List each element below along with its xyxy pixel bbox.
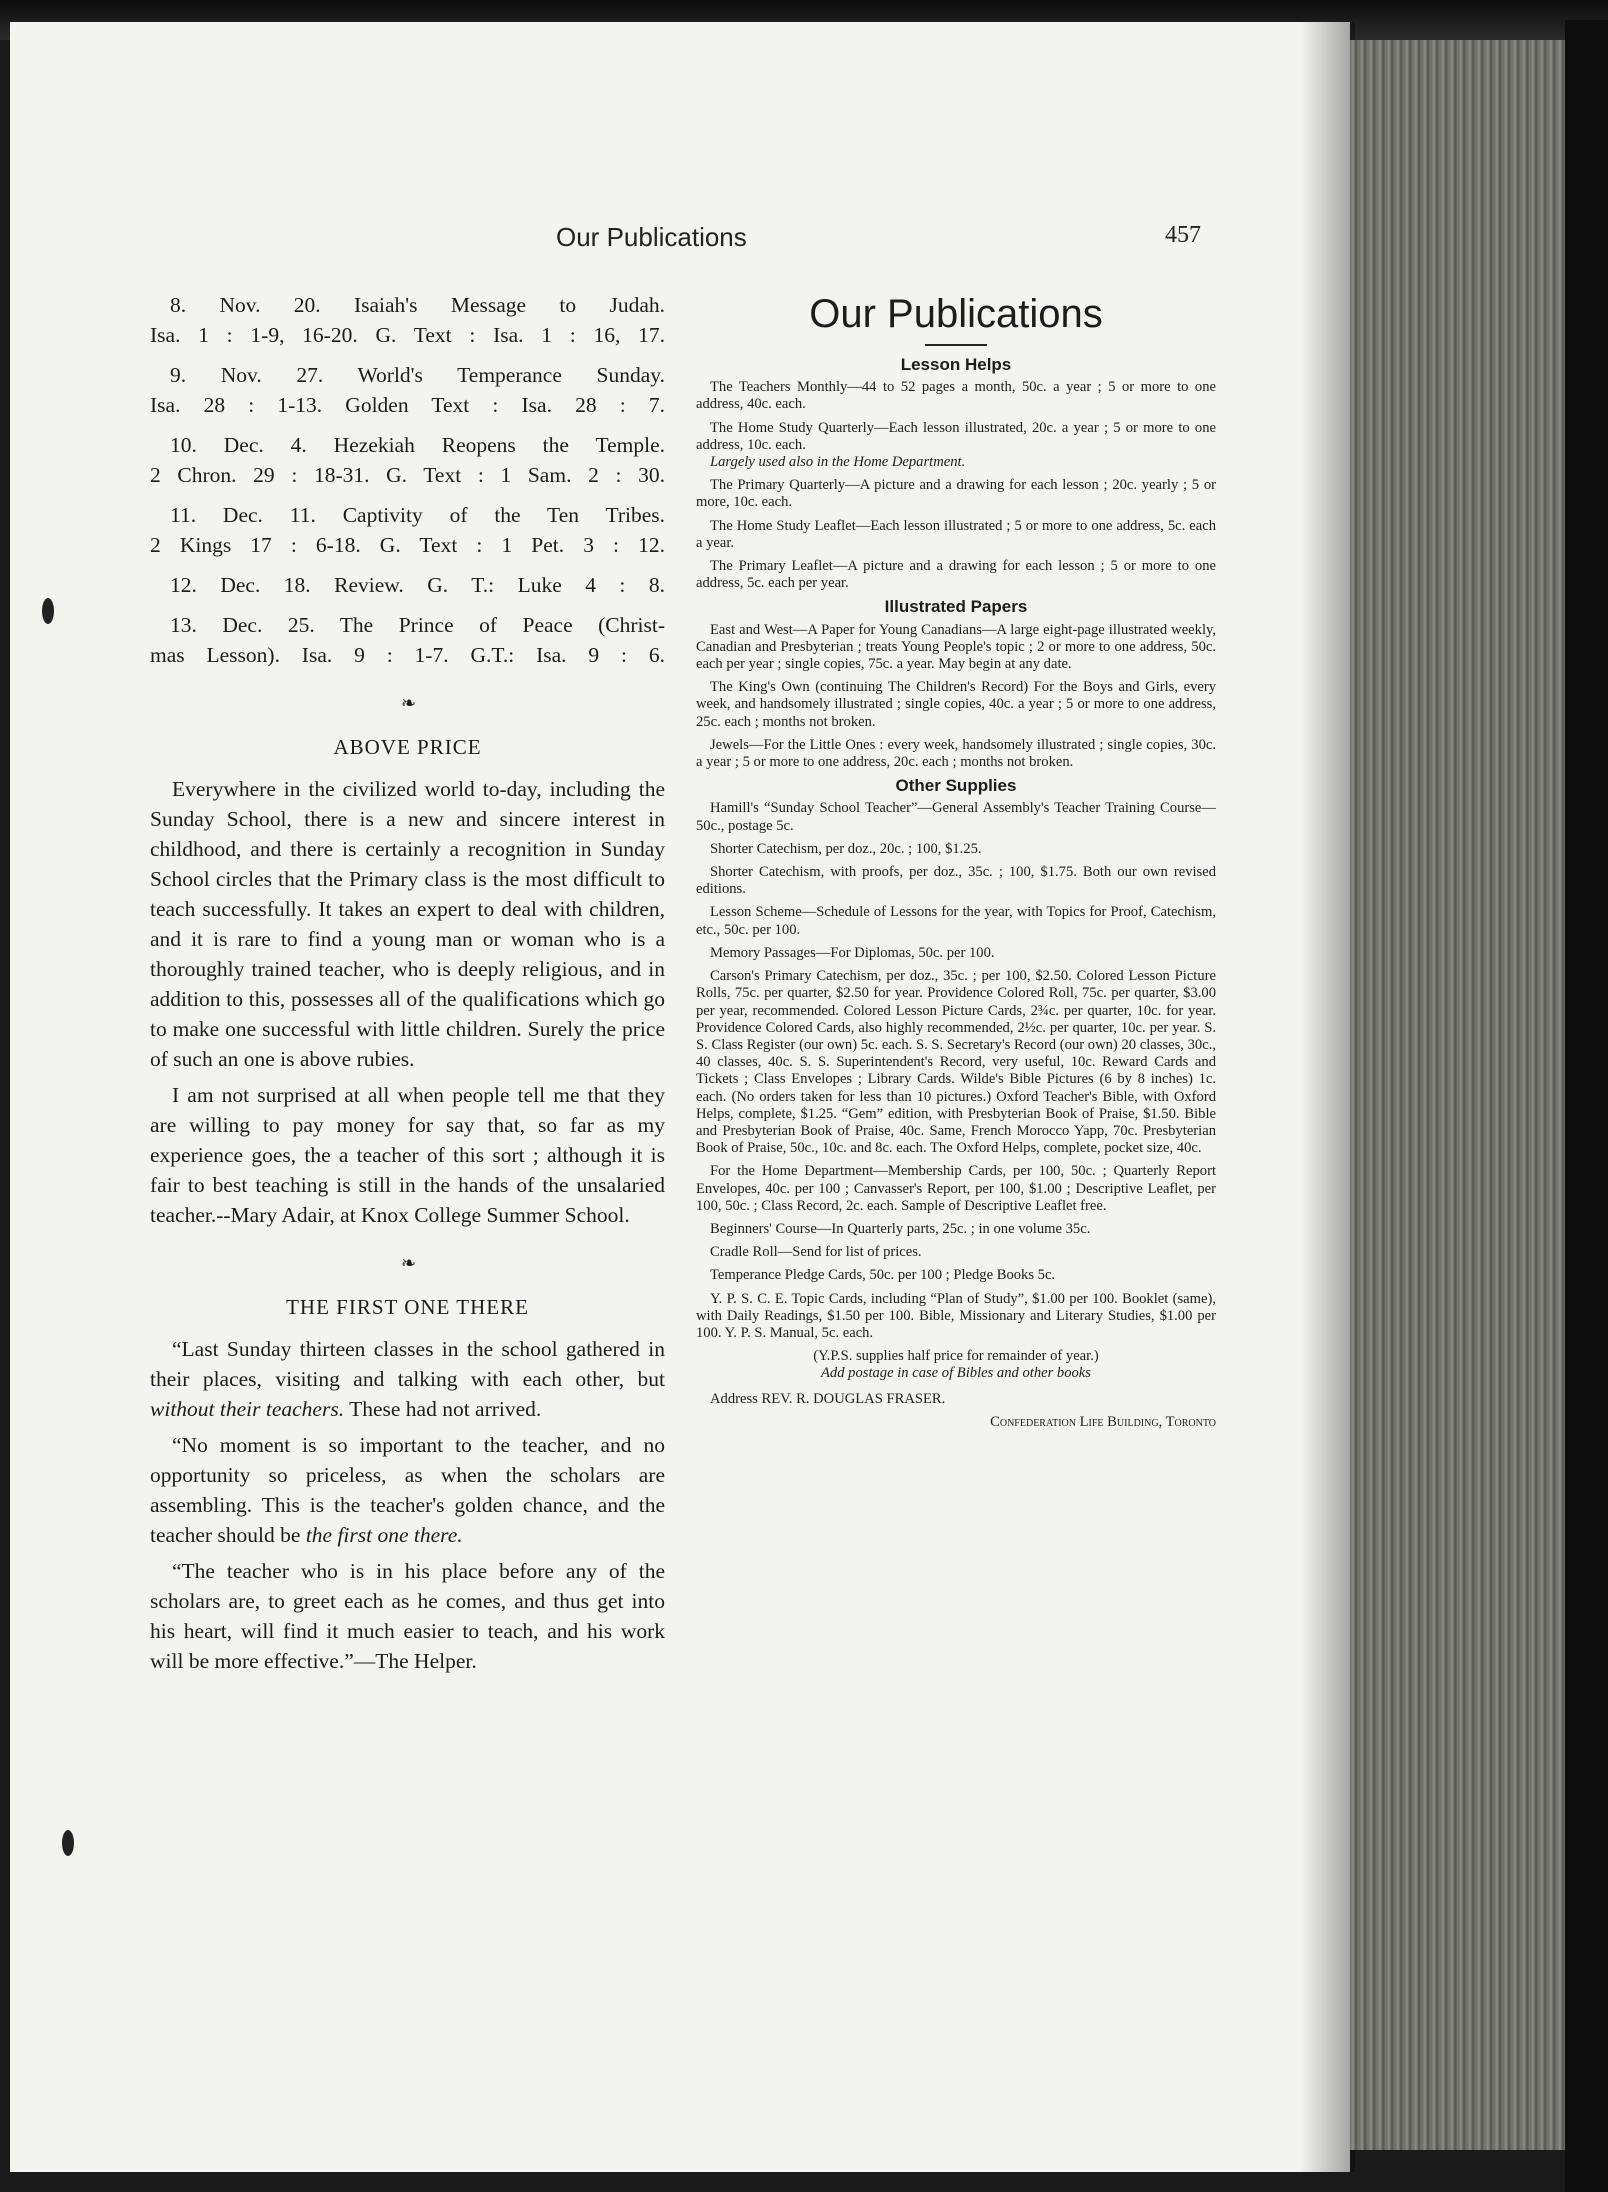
- article-paragraph: I am not surprised at all when people tell me that they are willing to pay money for say that, so far as my experience goes, the a teacher of this sort ; although it is fair to best teaching is still in the hands of the unsalaried teacher.--Mary Adair, at Knox College Summer School.: [150, 1083, 665, 1227]
- article-paragraph: “No moment is so important to the teacher, and no opportunity so priceless, as when the scholars are assembling. This is the teacher's golden chance, and the teacher should be the first one there.: [150, 1433, 665, 1547]
- supply-entry: Hamill's “Sunday School Teacher”—General Assembly's Teacher Training Course—50c., postage 5c.: [696, 800, 1216, 834]
- book-cover-edge: [1565, 20, 1608, 2192]
- supply-entry: Cradle Roll—Send for list of prices.: [710, 1244, 922, 1261]
- publication-entry: The Primary Leaflet—A picture and a drawing for each lesson ; 5 or more to one address, 5c. each per year.: [696, 558, 1216, 592]
- supply-entry: Temperance Pledge Cards, 50c. per 100 ; Pledge Books 5c.: [710, 1267, 1056, 1284]
- supply-entry: Y. P. S. C. E. Topic Cards, including “Plan of Study”, $1.00 per 100. Booklet (same), with Daily Readings, $1.50 per 100. Bible, Missionary and Literary Studies, $1.00 per 100. Y. P. S. Manual, 5c. each.: [696, 1290, 1216, 1341]
- supply-entry: Carson's Primary Catechism, per doz., 35c. ; per 100, $2.50. Colored Lesson Picture Rolls, 75c. per quarter, $2.50 for year. Providence Colored Roll, 75c. per quarter, $3.00 per year, recommended. Colored Lesson Picture Cards, 2¾c. per quarter, 10c. for year. Providence Colored Cards, also highly recommended, 2½c. per quarter, 10c. per year. S. S. Class Register (our own) 5c. each. S. S. Secretary's Record (our own) 20 classes, 30c., 40 classes, 40c. S. S. Superintendent's Record, very useful, 10c. Reward Cards and Tickets ; Class Envelopes ; Library Cards. Wilde's Bible Pictures (6 by 8 inches) 1c. each. (No orders taken for less than 10 pictures.) Oxford Teacher's Bible, with Oxford Helps, complete, $1.25. “Gem” edition, with Presbyterian Book of Praise, $1.50. Bible and Presbyterian Book of Praise, 40c. Same, French Morocco Yapp, 70c. Presbyterian Book of Praise, 50c., 10c. and 8c. each. The Oxford Helps, complete, pocket size, 40c.: [696, 968, 1216, 1157]
- ornament-divider: ❧: [400, 693, 415, 713]
- article-heading: THE FIRST ONE THERE: [286, 1295, 529, 1319]
- page-number: 457: [1165, 222, 1201, 248]
- running-title: Our Publications: [556, 222, 747, 252]
- section-heading-illustrated-papers: Illustrated Papers: [884, 597, 1028, 617]
- publication-entry: The Home Study Leaflet—Each lesson illustrated ; 5 or more to one address, 5c. each a year.: [696, 517, 1216, 551]
- ornament-divider: ❧: [400, 1253, 415, 1273]
- address-line: Address REV. R. DOUGLAS FRASER.: [710, 1390, 946, 1407]
- lesson-item: 13. Dec. 25. The Prince of Peace (Christ- mas Lesson). Isa. 9 : 1-7. G.T.: Isa. 9 : 6.: [150, 613, 665, 667]
- publication-entry: The King's Own (continuing The Children's Record) For the Boys and Girls, every week, and handsomely illustrated ; single copies, 40c. a year ; 5 or more to one address, 25c. each ; months not broken.: [696, 679, 1216, 730]
- supply-entry: Shorter Catechism, with proofs, per doz., 35c. ; 100, $1.75. Both our own revised editions.: [696, 864, 1216, 898]
- lesson-item: 10. Dec. 4. Hezekiah Reopens the Temple. 2 Chron. 29 : 18-31. G. Text : 1 Sam. 2 : 30.: [150, 433, 665, 487]
- publication-entry: East and West—A Paper for Young Canadians—A large eight-page illustrated weekly, Canadian and Presbyterian ; treats Young People's topic ; 2 or more to one address, 50c. each per year ; single copies, 75c. a year. May begin at any date.: [696, 621, 1216, 673]
- publication-note: Largely used also in the Home Department.: [710, 454, 966, 471]
- supply-entry: Memory Passages—For Diplomas, 50c. per 100.: [710, 944, 995, 961]
- binding-shadow: [1300, 22, 1355, 2172]
- article-heading: ABOVE PRICE: [333, 735, 482, 759]
- publication-entry: The Primary Quarterly—A picture and a drawing for each lesson ; 20c. yearly ; 5 or more, 10c. each.: [696, 477, 1216, 511]
- article-paragraph: “The teacher who is in his place before any of the scholars are, to greet each as he comes, and thus get into his heart, will find it much easier to teach, and his work will be more effective.”—The Helper.: [150, 1559, 665, 1673]
- publication-entry: The Teachers Monthly—44 to 52 pages a month, 50c. a year ; 5 or more to one address, 40c. each.: [696, 379, 1216, 413]
- address-line-2: Confederation Life Building, Toronto: [990, 1413, 1216, 1430]
- title-rule: [925, 344, 987, 346]
- publication-entry: The Home Study Quarterly—Each lesson illustrated, 20c. a year ; 5 or more to one address, 10c. each.: [696, 419, 1216, 453]
- left-column: [150, 290, 665, 1940]
- section-heading-lesson-helps: Lesson Helps: [900, 355, 1012, 374]
- right-column: [696, 290, 1216, 1940]
- binding-hole-top: [42, 598, 54, 624]
- supply-entry: Beginners' Course—In Quarterly parts, 25c. ; in one volume 35c.: [710, 1220, 1091, 1237]
- publication-entry: Jewels—For the Little Ones : every week, handsomely illustrated ; single copies, 30c. a year ; 5 or more to one address, 20c. each ; months not broken.: [696, 736, 1216, 771]
- article-paragraph: “Last Sunday thirteen classes in the school gathered in their places, visiting and talking with each other, but without their teachers. These had not arrived.: [150, 1337, 665, 1421]
- lesson-item: 9. Nov. 27. World's Temperance Sunday. Isa. 28 : 1-13. Golden Text : Isa. 28 : 7.: [150, 363, 665, 417]
- lesson-item: 12. Dec. 18. Review. G. T.: Luke 4 : 8.: [170, 573, 665, 597]
- lesson-list: [150, 290, 665, 670]
- supply-entry: Lesson Scheme—Schedule of Lessons for the year, with Topics for Proof, Catechism, etc., 50c. per 100.: [696, 904, 1216, 938]
- supply-entry: For the Home Department—Membership Cards, per 100, 50c. ; Quarterly Report Envelopes, 40c. per 100 ; Canvasser's Report, per 100, $1.00 ; Descriptive Leaflet, per 100, 50c. ; Class Record, 2c. each. Sample of Descriptive Leaflet free.: [696, 1163, 1216, 1214]
- article-paragraph: Everywhere in the civilized world to-day, including the Sunday School, there is a new and sincere interest in childhood, and there is certainly a recognition in Sunday School circles that the Primary class is the most difficult to teach successfully. It takes an expert to deal with children, and it is rare to find a young man or woman who is a thoroughly trained teacher, who is deeply religious, and in addition to this, possesses all of the qualifications which go to make one successful with little children. Surely the price of such an one is above rubies.: [150, 777, 665, 1071]
- section-heading-other-supplies: Other Supplies: [895, 776, 1017, 796]
- binding-hole-bottom: [62, 1830, 74, 1856]
- supplies-note: (Y.P.S. supplies half price for remainder of year.): [813, 1348, 1099, 1365]
- supply-entry: Shorter Catechism, per doz., 20c. ; 100, $1.25.: [710, 840, 982, 857]
- lesson-item: 8. Nov. 20. Isaiah's Message to Judah. Isa. 1 : 1-9, 16-20. G. Text : Isa. 1 : 16, 17.: [150, 293, 665, 347]
- page-edges: [1350, 40, 1565, 2150]
- publications-title: Our Publications: [809, 292, 1103, 336]
- postage-note: Add postage in case of Bibles and other books: [821, 1365, 1091, 1382]
- lesson-item: 11. Dec. 11. Captivity of the Ten Tribes. 2 Kings 17 : 6-18. G. Text : 1 Pet. 3 : 12.: [150, 503, 665, 557]
